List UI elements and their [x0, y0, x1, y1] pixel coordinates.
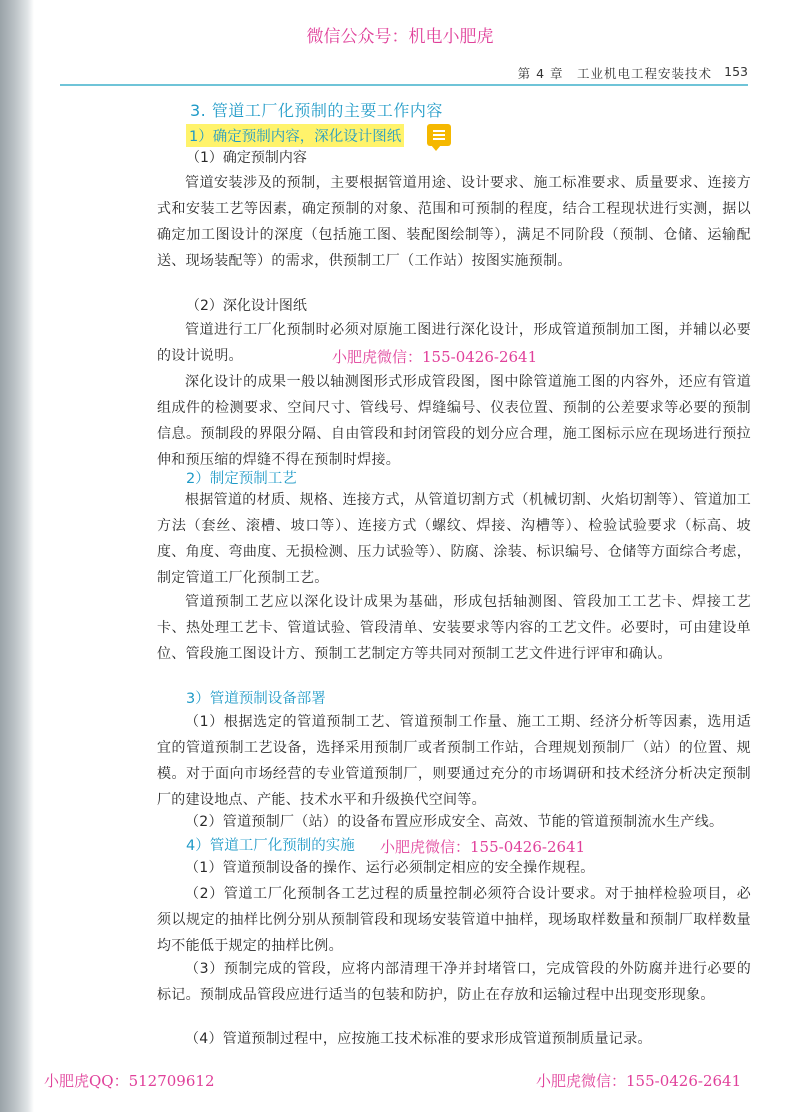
- page-number: 153: [724, 64, 748, 79]
- watermark-top: 微信公众号：机电小肥虎: [306, 27, 494, 47]
- subsection-2-title: 2）制定预制工艺: [186, 471, 297, 487]
- watermark-bottom-left: 小肥虎QQ：512709612: [44, 1072, 215, 1090]
- watermark-bottom-right: 小肥虎微信：155-0426-2641: [536, 1072, 742, 1090]
- watermark-inline-1: 小肥虎微信：155-0426-2641: [332, 348, 538, 366]
- subsection-4-paragraph-3: （3）预制完成的管段，应将内部清理干净并封堵管口，完成管段的外防腐并进行必要的标记。预制成品管段应进行适当的包装和防护，防止在存放和运输过程中出现变形现象。: [157, 961, 751, 1003]
- item-2-paragraph-2: 深化设计的成果一般以轴测图形式形成管段图，图中除管道施工图的内容外，还应有管道组成件的检测要求、空间尺寸、管线号、焊缝编号、仪表位置、预制的公差要求等必要的预制信息。预制段的界限分隔、自由管段和封闭管段的划分应合理，施工图标示应在现场进行预拉伸和预压缩的焊缝不得在预制时焊接。: [157, 374, 751, 468]
- subsection-4-paragraph-2: （2）管道工厂化预制各工艺过程的质量控制必须符合设计要求。对于抽样检验项目，必须以规定的抽样比例分别从预制管段和现场安装管道中抽样，现场取样数量和预制厂取样数量均不能低于规定的抽样比例。: [157, 886, 751, 954]
- running-header: [60, 62, 748, 86]
- subsection-4-paragraph-4: （4）管道预制过程中，应按施工技术标准的要求形成管道预制质量记录。: [185, 1031, 652, 1047]
- subsection-2-paragraph-1: 根据管道的材质、规格、连接方式，从管道切割方式（机械切割、火焰切割等）、管道加工方法（套丝、滚槽、坡口等）、连接方式（螺纹、焊接、沟槽等）、检验试验要求（标高、坡度、角度、弯曲度、无损检测、压力试验等）、防腐、涂装、标识编号、仓储等方面综合考虑，制定管道工厂化预制工艺。: [157, 492, 751, 586]
- item-2-paragraph: 管道进行工厂化预制时必须对原施工图进行深化设计，形成管道预制加工图，并辅以必要的设计说明。: [157, 322, 751, 364]
- item-1-paragraph: 管道安装涉及的预制，主要根据管道用途、设计要求、施工标准要求、质量要求、连接方式和安装工艺等因素，确定预制的对象、范围和可预制的程度，结合工程现状进行实测，据以确定加工图设计的深度（包括施工图、装配图绘制等），满足不同阶段（预制、仓储、运输配送、现场装配等）的需求，供预制工厂（工作站）按图实施预制。: [157, 175, 751, 269]
- page-binding-shadow: [0, 0, 34, 1112]
- subsection-4-title: 4）管道工厂化预制的实施: [186, 838, 355, 854]
- subsection-3-paragraph-1: （1）根据选定的管道预制工艺、管道预制工作量、施工工期、经济分析等因素，选用适宜的管道预制工艺设备，选择采用预制厂或者预制工作站，合理规划预制厂（站）的位置、规模。对于面向市场经营的专业管道预制厂，则要通过充分的市场调研和技术经济分析决定预制厂的建设地点、产能、技术水平和升级换代空间等。: [157, 714, 751, 808]
- item-1-label: （1）确定预制内容: [186, 150, 307, 166]
- subsection-3-paragraph-2: （2）管道预制厂（站）的设备布置应形成安全、高效、节能的管道预制流水生产线。: [185, 814, 724, 830]
- section-title: 3. 管道工厂化预制的主要工作内容: [190, 101, 443, 120]
- subsection-4-paragraph-1: （1）管道预制设备的操作、运行必须制定相应的安全操作规程。: [185, 860, 595, 876]
- watermark-inline-2: 小肥虎微信：155-0426-2641: [380, 838, 586, 856]
- subsection-2-paragraph-2: 管道预制工艺应以深化设计成果为基础，形成包括轴测图、管段加工工艺卡、焊接工艺卡、热处理工艺卡、管道试验、管段清单、安装要求等内容的工艺文件。必要时，可由建设单位、管段施工图设计方、预制工艺制定方等共同对预制工艺文件进行评审和确认。: [157, 594, 751, 662]
- subsection-3-title: 3）管道预制设备部署: [186, 691, 326, 707]
- item-2-label: （2）深化设计图纸: [186, 298, 307, 314]
- chapter-title: 第 4 章 工业机电工程安装技术: [517, 66, 712, 81]
- subsection-1-title: 1）确定预制内容，深化设计图纸: [186, 124, 404, 147]
- note-comment-icon[interactable]: [427, 124, 451, 146]
